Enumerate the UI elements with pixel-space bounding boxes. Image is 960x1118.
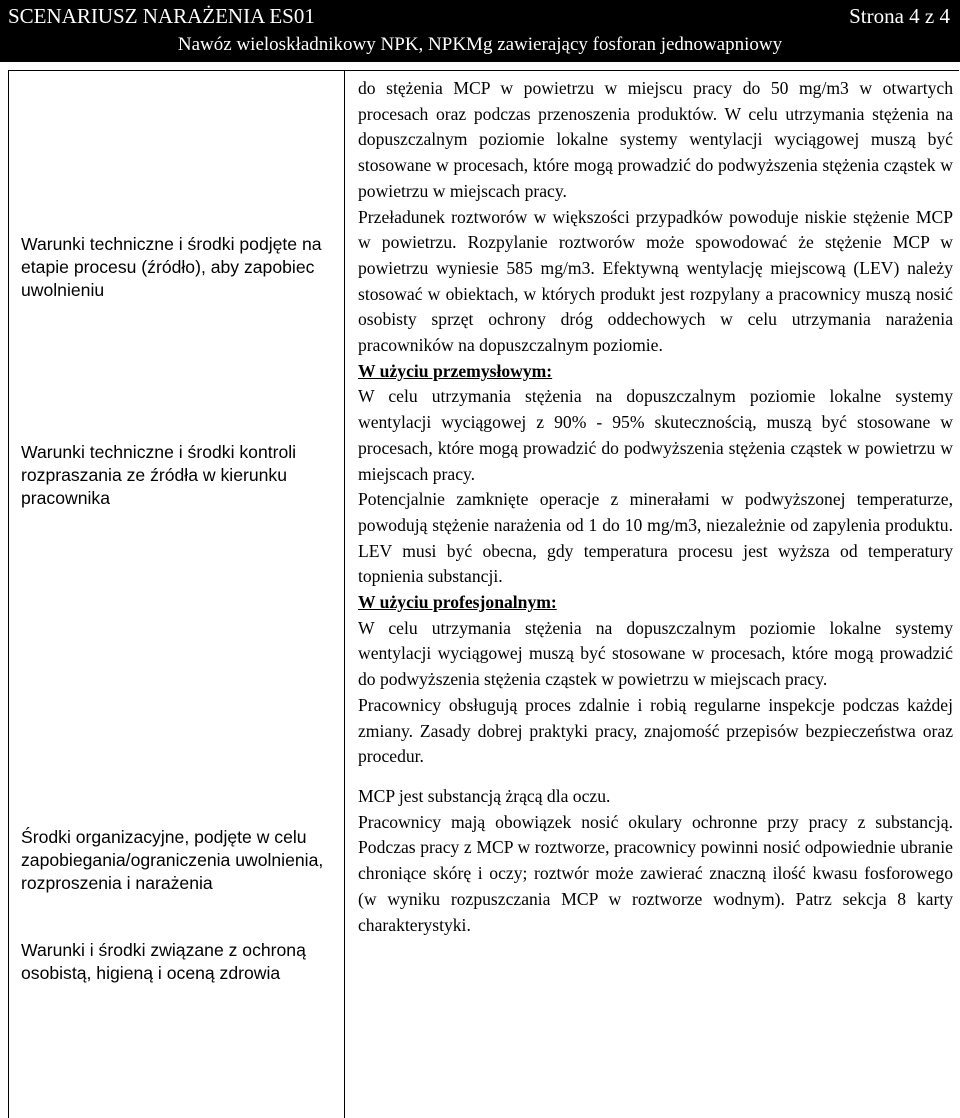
label-personal-protection-measures: Warunki i środki związane z ochroną osobistą, higieną i oceną zdrowia (21, 940, 306, 983)
paragraph-industrial-ventilation: W celu utrzymania stężenia na dopuszczalnym poziomie lokalne systemy wentylacji wyciągowej z 90% - 95% skutecznością, muszą być stosowane w procesach, które mogą prowadzić do podwyższenia stężenia cząstek w powietrzu w miejscach pracy. (358, 386, 953, 484)
paragraph-solution-handling: Przeładunek roztworów w większości przypadków powoduje niskie stężenie MCP w powietrzu. Rozpylanie roztworów może spowodować że stężenie MCP w powietrzu wyniesie 585 mg/m3. Efektywną wentylację miejscową (LEV) należy stosować w obiektach, w których produkt jest rozpylany a pracownicy muszą nosić osobisty sprzęt ochrony dróg oddechowych w celu utrzymania narażenia pracowników na dopuszczalnym poziomie. (358, 206, 953, 356)
page-number: Strona 4 z 4 (849, 4, 950, 28)
column-divider (344, 71, 345, 1118)
paragraph-professional-ventilation: W celu utrzymania stężenia na dopuszczalnym poziomie lokalne systemy wentylacji wyciągowej muszą być stosowane w procesach, które mogą prowadzić do podwyższenia stężenia cząstek w powietrzu w miejscach pracy. (358, 617, 953, 690)
label-dispersion-control-conditions: Warunki techniczne i środki kontroli rozpraszania ze źródła w kierunku pracownika (21, 442, 297, 508)
exposure-scenario-table (8, 70, 959, 1118)
measures-description (358, 76, 953, 938)
paragraph-eye-corrosive: MCP jest substancją żrącą dla oczu. (358, 785, 611, 806)
document-title: SCENARIUSZ NARAŻENIA ES01 (8, 4, 315, 28)
paragraph-elevated-temperature: Potencjalnie zamknięte operacje z minerałami w podwyższonej temperaturze, powodują stężenie narażenia od 1 do 10 mg/m3, niezależnie od zapylenia produktu. LEV musi być obecna, gdy temperatura procesu jest wyższa od temperatury topnienia substancji. (358, 489, 953, 587)
heading-professional-use: W użyciu profesjonalnym: (358, 592, 557, 613)
heading-industrial-use: W użyciu przemysłowym: (358, 360, 553, 381)
paragraph-protective-equipment: Pracownicy mają obowiązek nosić okulary ochronne przy pracy z substancją. Podczas pracy z MCP w roztworze, pracownicy powinni nosić odpowiednie ubranie chroniące skórę i oczy; roztwór może zawierać znaczną ilość kwasu fosforowego (w wyniku rozpuszczania MCP w roztworze wodnym). Patrz sekcja 8 karty charakterystyki. (358, 811, 953, 935)
paragraph-remote-operation: Pracownicy obsługują proces zdalnie i robią regularne inspekcje podczas każdej zmiany. Zasady dobrej praktyki pracy, znajomość przepisów bezpieczeństwa oraz procedur. (358, 694, 953, 767)
document-subtitle: Nawóz wieloskładnikowy NPK, NPKMg zawierający fosforan jednowapniowy (177, 34, 783, 55)
paragraph-lev-open-processes: do stężenia MCP w powietrzu w miejscu pracy do 50 mg/m3 w otwartych procesach oraz podczas przenoszenia produktów. W celu utrzymania stężenia na dopuszczalnym poziomie lokalne systemy wentylacji wyciągowej muszą być stosowane w procesach, które mogą prowadzić do podwyższenia stężenia cząstek w powietrzu w miejscach pracy. (358, 78, 953, 201)
label-organisational-measures: Środki organizacyjne, podjęte w celu zapobiegania/ograniczenia uwolnienia, rozproszenia i narażenia (21, 827, 324, 893)
document-header (0, 0, 960, 62)
label-process-technical-conditions: Warunki techniczne i środki podjęte na etapie procesu (źródło), aby zapobiec uwolnieniu (21, 234, 322, 300)
